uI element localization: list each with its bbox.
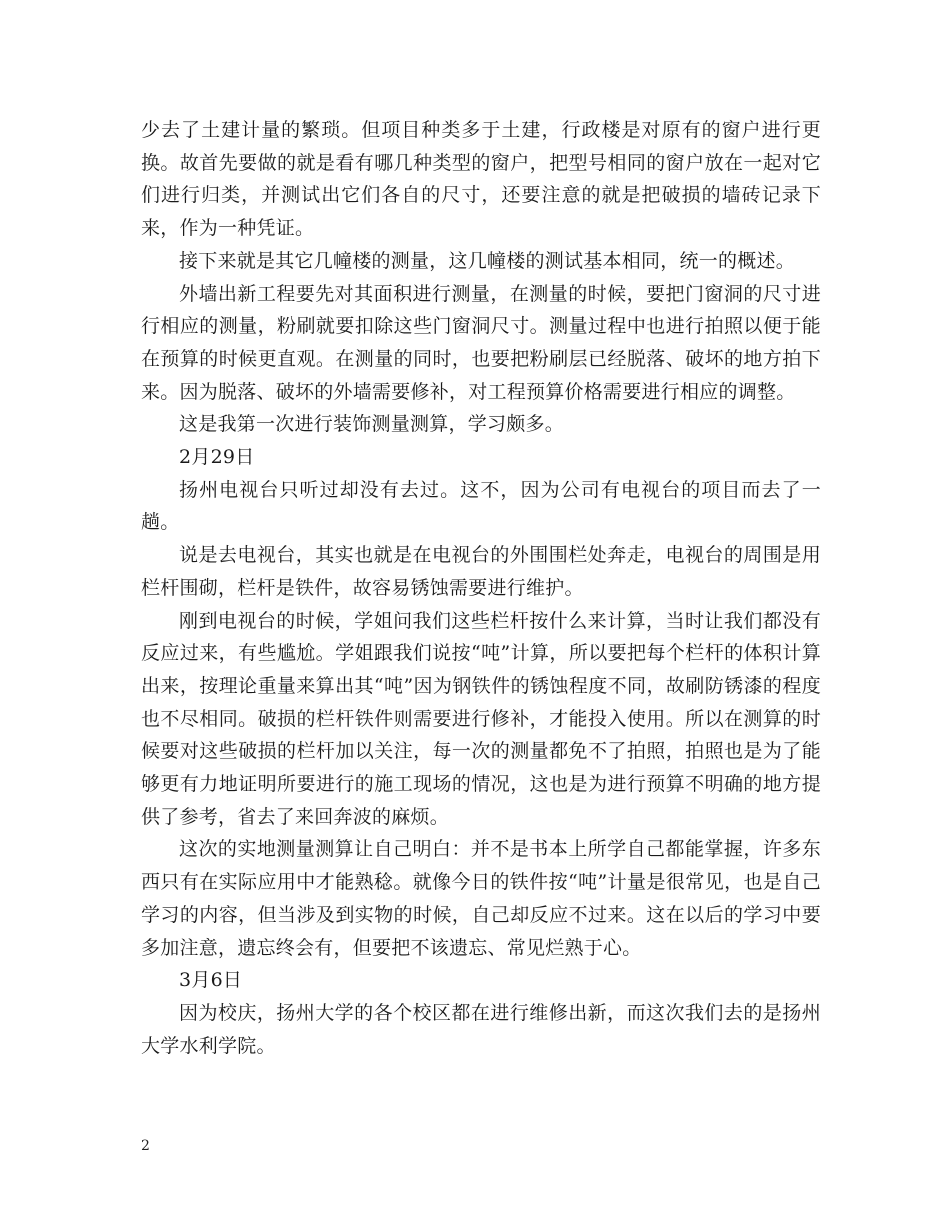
paragraph: 接下来就是其它几幢楼的测量，这几幢楼的测试基本相同，统一的概述。 [179,249,796,272]
paragraph: 这次的实地测量测算让自己明白：并不是书本上所学自己都能掌握，许多东西只有在实际应用中才能熟稔。就像今日的铁件按“吨”计量是很常见，也是自己学习的内容，但当涉及到实物的时候，自己却反应不过来。这在以后的学习中要多加注意，遗忘终会有，但要把不该遗忘、常见烂熟于心。 [141,838,821,959]
paragraph: 说是去电视台，其实也就是在电视台的外围围栏处奔走，电视台的周围是用栏杆围砌，栏杆是铁件，故容易锈蚀需要进行维护。 [141,544,821,599]
paragraph: 刚到电视台的时候，学姐问我们这些栏杆按什么来计算，当时让我们都没有反应过来，有些尴尬。学姐跟我们说按“吨”计算，所以要把每个栏杆的体积计算出来，按理论重量来算出其“吨”因为钢铁件的锈蚀程度不同，故刷防锈漆的程度也不尽相同。破损的栏杆铁件则需要进行修补，才能投入使用。所以在测算的时候要对这些破损的栏杆加以关注，每一次的测量都免不了拍照，拍照也是为了能够更有力地证明所要进行的施工现场的情况，这也是为进行预算不明确的地方提供了参考，省去了来回奔波的麻烦。 [141,609,821,828]
date-heading: 3月6日 [179,969,243,992]
date-heading: 2月29日 [179,446,255,469]
paragraph: 外墙出新工程要先对其面积进行测量，在测量的时候，要把门窗洞的尺寸进行相应的测量，粉刷就要扣除这些门窗洞尺寸。测量过程中也进行拍照以便于能在预算的时候更直观。在测量的同时，也要把粉刷层已经脱落、破坏的地方拍下来。因为脱落、破坏的外墙需要修补，对工程预算价格需要进行相应的调整。 [141,282,821,403]
page-number: 2 [141,1138,150,1154]
document-body [141,114,821,1062]
paragraph: 少去了土建计量的繁琐。但项目种类多于土建，行政楼是对原有的窗户进行更换。故首先要做的就是看有哪几种类型的窗户，把型号相同的窗户放在一起对它们进行归类，并测试出它们各自的尺寸，还要注意的就是把破损的墙砖记录下来，作为一种凭证。 [141,119,821,240]
paragraph: 这是我第一次进行装饰测量测算，学习颇多。 [179,413,565,436]
paragraph: 因为校庆，扬州大学的各个校区都在进行维修出新，而这次我们去的是扬州大学水利学院。 [141,1001,821,1057]
paragraph: 扬州电视台只听过却没有去过。这不，因为公司有电视台的项目而去了一趟。 [141,478,821,534]
